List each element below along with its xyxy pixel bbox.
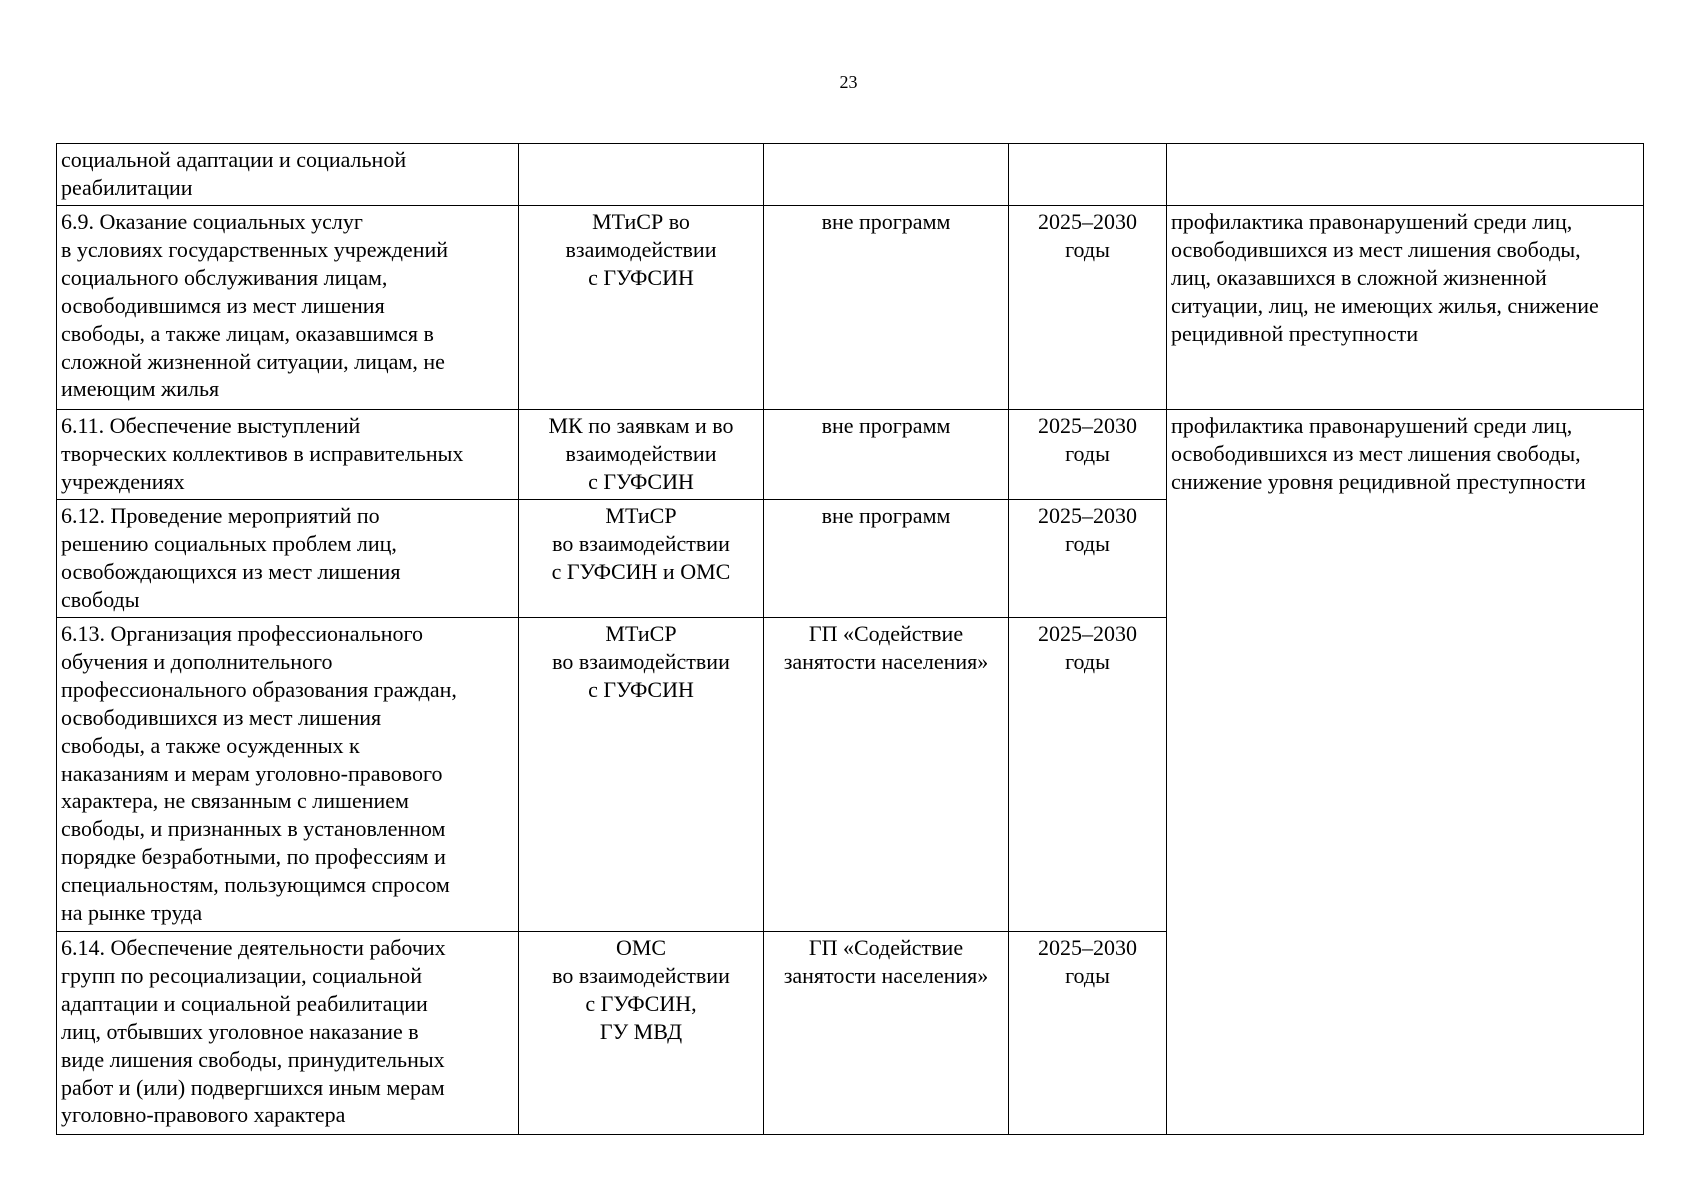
term-cell	[1009, 500, 1167, 618]
measure-name-cell	[57, 932, 519, 1135]
measure-name-cell	[57, 618, 519, 932]
cell-text-line: обучения и дополнительного	[61, 648, 333, 674]
table-row	[57, 206, 1644, 410]
cell-text-line: специальностям, пользующимся спросом	[61, 872, 450, 898]
cell-text-line: социальной адаптации и социальной	[61, 147, 407, 172]
cell-text-line: освободившихся из мест лишения свободы,	[1171, 236, 1581, 262]
cell-text-line: 6.14. Обеспечение деятельности рабочих	[61, 935, 446, 960]
term-cell	[1009, 618, 1167, 932]
term-cell	[1009, 144, 1167, 206]
cell-text-line: 2025–2030	[1038, 935, 1137, 960]
term-cell	[1009, 410, 1167, 500]
cell-text-line: освободившихся из мест лишения	[61, 704, 382, 730]
cell-text-line: 6.9. Оказание социальных услуг	[61, 209, 363, 234]
cell-text-line: годы	[1065, 648, 1110, 674]
cell-text-line: 2025–2030	[1038, 413, 1137, 438]
cell-text-line: на рынке труда	[61, 900, 203, 926]
cell-text-line: МТиСР во	[592, 209, 690, 234]
cell-text-line: рецидивной преступности	[1171, 320, 1419, 346]
measure-name-cell	[57, 410, 519, 500]
cell-text-line: с ГУФСИН и ОМС	[551, 558, 731, 584]
cell-text-line: ОМС	[615, 935, 667, 960]
result-cell	[1167, 410, 1644, 1135]
cell-text-line: ГП «Содействие	[808, 621, 964, 646]
cell-text-line: лиц, отбывших уголовное наказание в	[61, 1018, 419, 1044]
executor-cell	[519, 410, 764, 500]
cell-text-line: годы	[1065, 236, 1110, 262]
cell-text-line: вне программ	[821, 503, 951, 528]
cell-text-line: свободы, а также осужденных к	[61, 732, 360, 758]
cell-text-line: характера, не связанным с лишением	[61, 788, 409, 814]
cell-text-line: освободившихся из мест лишения свободы,	[1171, 440, 1581, 466]
cell-text-line: учреждениях	[61, 468, 185, 494]
cell-text-line: ГП «Содействие	[808, 935, 964, 960]
measures-table	[56, 143, 1644, 1135]
table-row	[57, 410, 1644, 500]
cell-text-line: с ГУФСИН	[588, 468, 694, 494]
cell-text-line: МК по заявкам и во	[548, 413, 734, 438]
measure-name-cell	[57, 500, 519, 618]
cell-text-line: профилактика правонарушений среди лиц,	[1171, 413, 1573, 438]
cell-text-line: виде лишения свободы, принудительных	[61, 1046, 445, 1072]
cell-text-line: творческих коллективов в исправительных	[61, 440, 464, 466]
cell-text-line: 6.13. Организация профессионального	[61, 621, 423, 646]
cell-text-line: уголовно-правового характера	[61, 1102, 346, 1128]
cell-text-line: МТиСР	[605, 503, 677, 528]
cell-text-line: занятости населения»	[783, 648, 989, 674]
cell-text-line: с ГУФСИН	[588, 264, 694, 290]
cell-text-line: адаптации и социальной реабилитации	[61, 990, 428, 1016]
table-row	[57, 144, 1644, 206]
executor-cell	[519, 500, 764, 618]
cell-text-line: порядке безработными, по профессиям и	[61, 844, 446, 870]
cell-text-line: во взаимодействии	[552, 530, 730, 556]
financing-cell	[764, 932, 1009, 1135]
financing-cell	[764, 618, 1009, 932]
cell-text-line: 6.11. Обеспечение выступлений	[61, 413, 361, 438]
cell-text-line: с ГУФСИН,	[585, 990, 697, 1016]
term-cell	[1009, 206, 1167, 410]
cell-text-line: профилактика правонарушений среди лиц,	[1171, 209, 1573, 234]
result-cell	[1167, 206, 1644, 410]
cell-text-line: в условиях государственных учреждений	[61, 236, 449, 262]
financing-cell	[764, 500, 1009, 618]
executor-cell	[519, 206, 764, 410]
cell-text-line: сложной жизненной ситуации, лицам, не	[61, 348, 445, 374]
cell-text-line: социального обслуживания лицам,	[61, 264, 388, 290]
cell-text-line: 6.12. Проведение мероприятий по	[61, 503, 380, 528]
measure-name-cell	[57, 144, 519, 206]
cell-text-line: вне программ	[821, 209, 951, 234]
cell-text-line: годы	[1065, 530, 1110, 556]
cell-text-line: наказаниям и мерам уголовно-правового	[61, 760, 443, 786]
cell-text-line: имеющим жилья	[61, 376, 220, 402]
cell-text-line: вне программ	[821, 413, 951, 438]
cell-text-line: свободы, и признанных в установленном	[61, 816, 446, 842]
cell-text-line: взаимодействии	[565, 440, 717, 466]
cell-text-line: освободившимся из мест лишения	[61, 292, 385, 318]
cell-text-line: 2025–2030	[1038, 621, 1137, 646]
cell-text-line: занятости населения»	[783, 962, 989, 988]
financing-cell	[764, 144, 1009, 206]
cell-text-line: лиц, оказавшихся в сложной жизненной	[1171, 264, 1547, 290]
cell-text-line: свободы	[61, 586, 140, 612]
cell-text-line: с ГУФСИН	[588, 676, 694, 702]
cell-text-line: взаимодействии	[565, 236, 717, 262]
financing-cell	[764, 206, 1009, 410]
cell-text-line: свободы, а также лицам, оказавшимся в	[61, 320, 434, 346]
cell-text-line: годы	[1065, 440, 1110, 466]
cell-text-line: групп по ресоциализации, социальной	[61, 962, 422, 988]
executor-cell	[519, 144, 764, 206]
cell-text-line: работ и (или) подвергшихся иным мерам	[61, 1074, 445, 1100]
cell-text-line: во взаимодействии	[552, 962, 730, 988]
cell-text-line: 2025–2030	[1038, 209, 1137, 234]
financing-cell	[764, 410, 1009, 500]
cell-text-line: во взаимодействии	[552, 648, 730, 674]
measure-name-cell	[57, 206, 519, 410]
cell-text-line: 2025–2030	[1038, 503, 1137, 528]
cell-text-line: годы	[1065, 962, 1110, 988]
cell-text-line: снижение уровня рецидивной преступности	[1171, 468, 1586, 494]
executor-cell	[519, 932, 764, 1135]
cell-text-line: профессионального образования граждан,	[61, 676, 457, 702]
cell-text-line: решению социальных проблем лиц,	[61, 530, 397, 556]
executor-cell	[519, 618, 764, 932]
cell-text-line: МТиСР	[605, 621, 677, 646]
cell-text-line: ситуации, лиц, не имеющих жилья, снижение	[1171, 292, 1599, 318]
cell-text-line: освобождающихся из мест лишения	[61, 558, 401, 584]
cell-text-line: ГУ МВД	[599, 1018, 683, 1044]
page-number: 23	[839, 72, 858, 92]
result-cell	[1167, 144, 1644, 206]
term-cell	[1009, 932, 1167, 1135]
cell-text-line: реабилитации	[61, 174, 193, 200]
